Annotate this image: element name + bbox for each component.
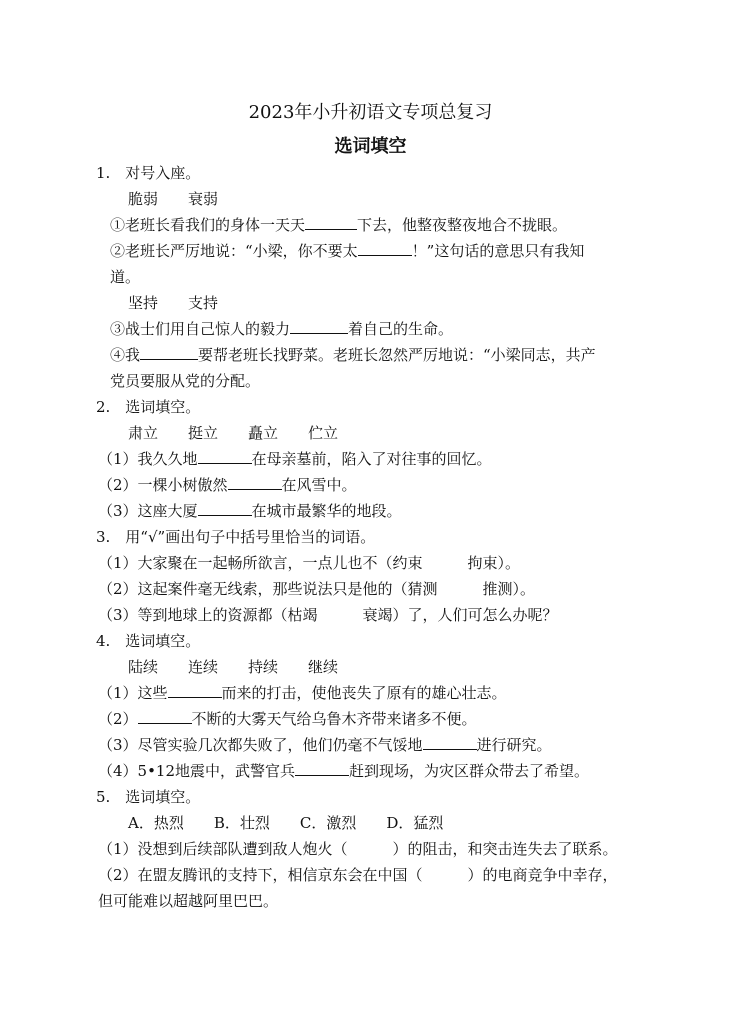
q4-s2-pre: （2）: [98, 710, 138, 728]
q2-s2-blank[interactable]: [228, 475, 282, 490]
q1-s1-blank[interactable]: [305, 215, 357, 230]
q4-sentence-4: [98, 761, 589, 781]
q2-s1-blank[interactable]: [198, 449, 252, 464]
q1-sentence-2-cont: 道。: [110, 268, 141, 286]
q1-s4-pre: ④我: [110, 346, 141, 364]
q4-s2-blank[interactable]: [138, 709, 192, 724]
q4-s3-blank[interactable]: [423, 735, 477, 750]
q4-sentence-2: [98, 709, 477, 729]
q5-sentence-2-cont: 但可能难以超越阿里巴巴。: [98, 892, 279, 910]
q4-heading: 4. 选词填空。: [96, 632, 201, 650]
q4-s4-blank[interactable]: [295, 761, 349, 776]
q1-s2-pre: ②老班长严厉地说：“小梁，你不要太: [110, 242, 358, 260]
q1-sentence-2: [110, 241, 584, 261]
q5-sentence-2: （2）在盟友腾讯的支持下，相信京东会在中国（ ）的电商竞争中幸存，: [98, 866, 618, 884]
q2-s2-post: 在风雪中。: [281, 476, 357, 494]
q1-s2-post: ！”这句话的意思只有我知: [411, 242, 585, 260]
q1-word-bank-a: 脆弱 衰弱: [128, 190, 219, 208]
q1-sentence-4-cont: 党员要服从党的分配。: [110, 372, 261, 390]
q2-sentence-3: [98, 501, 402, 521]
q4-sentence-3: [98, 735, 552, 755]
q1-s1-post: 下去，他整夜整夜地合不拢眼。: [357, 216, 568, 234]
q2-sentence-1: [98, 449, 492, 469]
q1-sentence-4: [110, 345, 596, 365]
q2-s1-pre: （1）我久久地: [98, 450, 198, 468]
q2-s3-pre: （3）这座大厦: [98, 502, 198, 520]
q1-sentence-1: [110, 215, 567, 235]
q3-sentence-2: （2）这起案件毫无线索，那些说法只是他的（猜测 推测）。: [98, 580, 536, 598]
q4-sentence-1: [98, 683, 507, 703]
q2-s3-post: 在城市最繁华的地段。: [251, 502, 402, 520]
q1-heading: 1. 对号入座。: [96, 164, 201, 182]
q4-s3-pre: （3）尽管实验几次都失败了，他们仍毫不气馁地: [98, 736, 423, 754]
q2-s2-pre: （2）一棵小树傲然: [98, 476, 228, 494]
q1-sentence-3: [110, 319, 453, 339]
q1-word-bank-b: 坚持 支持: [128, 294, 219, 312]
document-subtitle: 选词填空: [334, 136, 407, 157]
q3-sentence-3: （3）等到地球上的资源都（枯竭 衰竭）了，人们可怎么办呢？: [98, 606, 558, 624]
q3-heading: 3. 用“√”画出句子中括号里恰当的词语。: [96, 528, 376, 546]
q4-word-bank: 陆续 连续 持续 继续: [128, 658, 339, 676]
q5-options: A．热烈 B．壮烈 C．激烈 D．猛烈: [128, 814, 444, 832]
q1-s3-pre: ③战士们用自己惊人的毅力: [110, 320, 291, 338]
q4-s4-pre: （4）5•12地震中，武警官兵: [98, 762, 296, 780]
q1-s4-post: 要帮老班长找野菜。老班长忽然严厉地说：“小梁同志，共产: [198, 346, 596, 364]
q1-s3-post: 着自己的生命。: [348, 320, 454, 338]
q2-word-bank: 肃立 挺立 矗立 伫立: [128, 424, 339, 442]
q4-s4-post: 赶到现场，为灾区群众带去了希望。: [349, 762, 590, 780]
q1-s4-blank[interactable]: [140, 345, 198, 360]
q2-heading: 2. 选词填空。: [96, 398, 201, 416]
q5-sentence-1: （1）没想到后续部队遭到敌人炮火（ ）的阻击，和突击连失去了联系。: [98, 840, 618, 858]
q2-sentence-2: [98, 475, 357, 495]
q2-s3-blank[interactable]: [198, 501, 252, 516]
q3-sentence-1: （1）大家聚在一起畅所欲言，一点儿也不（约束 拘束）。: [98, 554, 521, 572]
q4-s1-pre: （1）这些: [98, 684, 168, 702]
q1-s2-blank[interactable]: [358, 241, 412, 256]
q1-s1-pre: ①老班长看我们的身体一天天: [110, 216, 306, 234]
q1-s3-blank[interactable]: [290, 319, 348, 334]
document-title: 2023年小升初语文专项总复习: [248, 102, 493, 123]
q4-s1-post: 而来的打击，使他丧失了原有的雄心壮志。: [221, 684, 507, 702]
q4-s2-post: 不断的大雾天气给乌鲁木齐带来诸多不便。: [191, 710, 477, 728]
q2-s1-post: 在母亲墓前，陷入了对往事的回忆。: [251, 450, 492, 468]
q5-heading: 5. 选词填空。: [96, 788, 201, 806]
q4-s3-post: 进行研究。: [476, 736, 552, 754]
q4-s1-blank[interactable]: [168, 683, 222, 698]
